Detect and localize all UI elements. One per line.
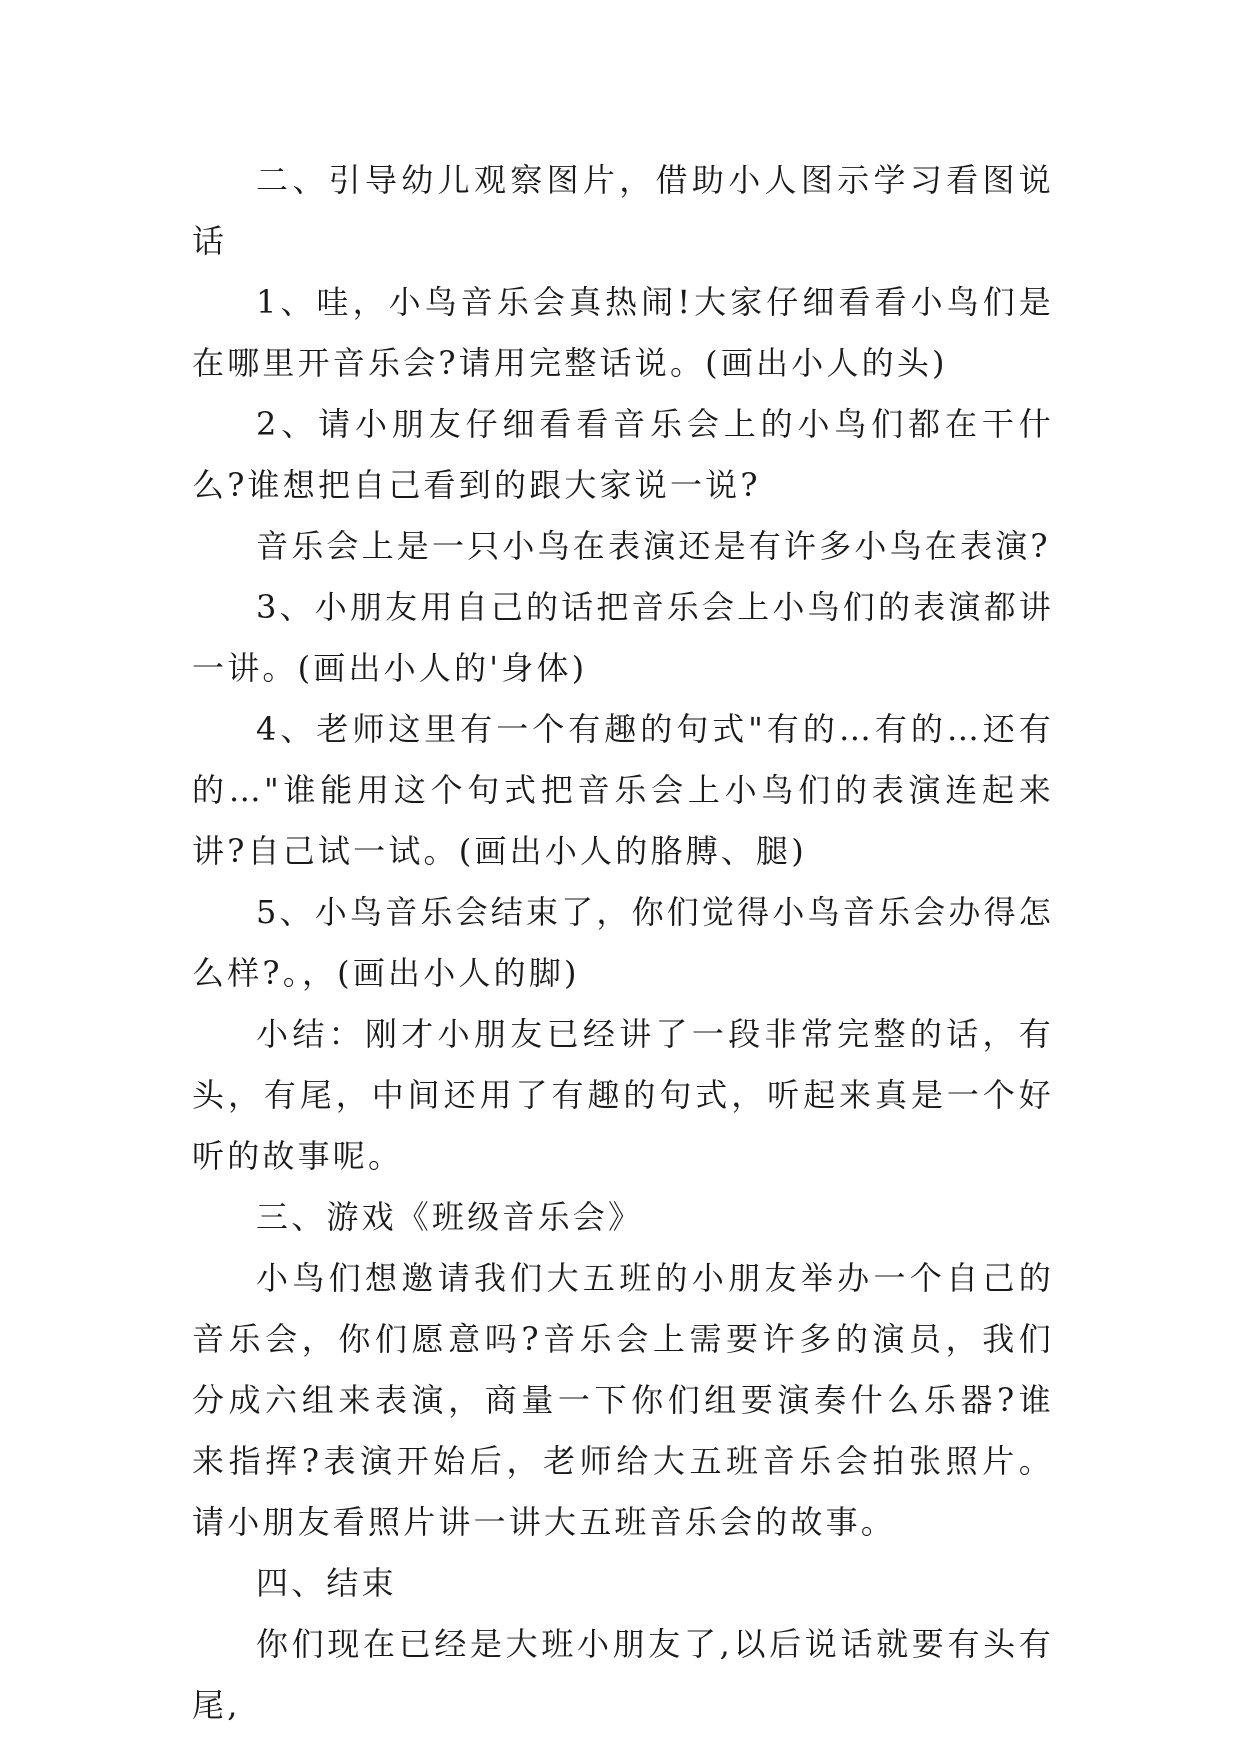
closing-paragraph: 你们现在已经是大班小朋友了,以后说话就要有头有尾, [192,1625,1054,1724]
summary-paragraph: 小结：刚才小朋友已经讲了一段非常完整的话，有头，有尾，中间还用了有趣的句式，听起来真是一个好听的故事呢。 [192,1015,1054,1175]
step-3-paragraph: 3、小朋友用自己的话把音乐会上小鸟们的表演都讲一讲。(画出小人的'身体) [192,588,1054,687]
section-heading-4: 四、结束 [256,1564,397,1602]
document-body [192,150,1054,1736]
game-paragraph: 小鸟们想邀请我们大五班的小朋友举办一个自己的音乐会，你们愿意吗?音乐会上需要许多的演员，我们分成六组来表演，商量一下你们组要演奏什么乐器?谁来指挥?表演开始后，老师给大五班音乐会拍张照片。请小朋友看照片讲一讲大五班音乐会的故事。 [192,1259,1054,1541]
step-5-paragraph: 5、小鸟音乐会结束了，你们觉得小鸟音乐会办得怎么样?。，(画出小人的脚) [192,893,1054,992]
question-paragraph: 音乐会上是一只小鸟在表演还是有许多小鸟在表演? [256,527,1051,565]
step-4-paragraph: 4、老师这里有一个有趣的句式"有的…有的…还有的…"谁能用这个句式把音乐会上小鸟们的表演连起来讲?自己试一试。(画出小人的胳膊、腿) [192,710,1054,870]
step-1-paragraph: 1、哇，小鸟音乐会真热闹!大家仔细看看小鸟们是在哪里开音乐会?请用完整话说。(画出小人的头) [192,283,1054,382]
section-heading-2: 二、引导幼儿观察图片，借助小人图示学习看图说话 [192,161,1054,260]
step-2-paragraph: 2、请小朋友仔细看看音乐会上的小鸟们都在干什么?谁想把自己看到的跟大家说一说? [192,405,1054,504]
section-heading-3: 三、游戏《班级音乐会》 [256,1198,644,1236]
